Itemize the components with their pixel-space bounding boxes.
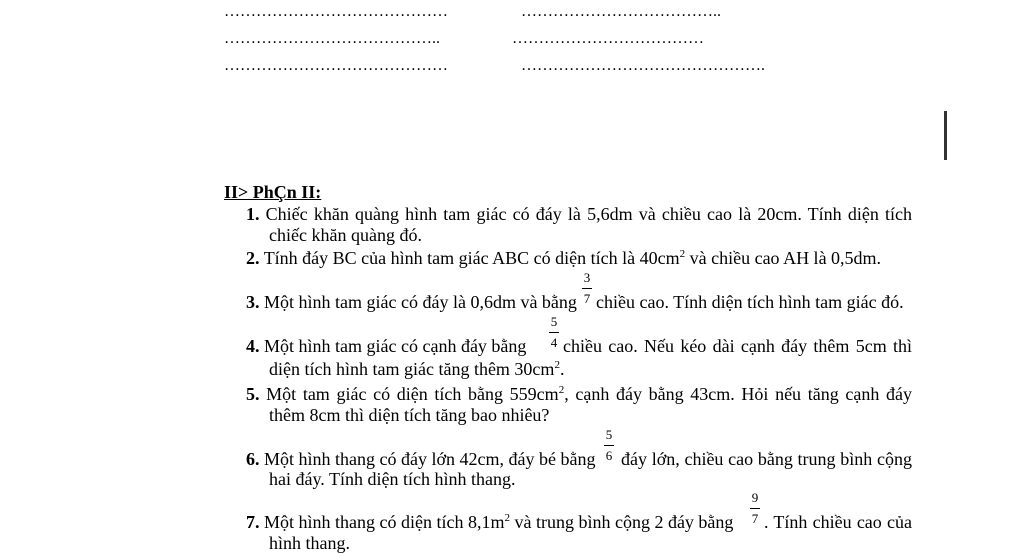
problem-text: Một hình thang có đáy lớn 42cm, đáy bé bằng (264, 449, 596, 469)
problem-text: , cạnh đáy bằng 43cm. Hỏi nếu tăng cạnh đáy (564, 384, 912, 404)
fraction-denominator: 7 (751, 511, 759, 526)
problem-4-line2 (269, 358, 564, 380)
fraction-numerator: 5 (605, 427, 613, 442)
fraction (547, 315, 561, 350)
problem-number: 6. (246, 449, 260, 469)
superscript: 2 (554, 359, 560, 371)
problem-number: 2. (246, 248, 260, 268)
problem-1-line1 (246, 203, 912, 225)
problem-6-line1-cont: đáy lớn, chiều cao bằng trung bình cộng (621, 449, 912, 469)
problem-text: diện tích hình tam giác tăng thêm 30cm (269, 359, 555, 379)
blank-line: ………………………………………. (521, 57, 765, 74)
blank-line: …………………………………… (224, 3, 448, 20)
fraction-bar (750, 508, 760, 509)
fraction-bar (582, 288, 592, 289)
problem-text: Tính đáy BC của hình tam giác ABC có diện tích là 40cm (263, 248, 680, 268)
superscript: 2 (504, 512, 510, 524)
problem-text: . (559, 359, 565, 379)
problem-4-line1-cont: chiều cao. Nếu kéo dài cạnh đáy thêm 5cm thì (563, 336, 912, 356)
problem-text: Một hình tam giác có cạnh đáy bằng (264, 336, 527, 356)
problem-text: Một hình tam giác có đáy là 0,6dm và bằng (264, 292, 577, 312)
problem-7-line1-cont: . Tính chiều cao của (764, 512, 912, 532)
fraction-denominator: 6 (605, 448, 613, 463)
fraction-denominator: 7 (583, 291, 591, 306)
problem-2-line1 (246, 247, 881, 269)
superscript: 2 (558, 384, 565, 396)
problem-6-line2: hai đáy. Tính diện tích hình thang. (269, 469, 516, 489)
problem-6-line1 (246, 448, 598, 470)
problem-4-line1 (246, 335, 542, 357)
fraction-numerator: 9 (751, 490, 759, 505)
problem-3-line1 (246, 291, 577, 313)
problem-text: Chiếc khăn quàng hình tam giác có đáy là 5,6dm và chiều cao là 20cm. Tính diện tích (265, 204, 912, 224)
fraction-numerator: 5 (550, 314, 558, 329)
problem-text: và chiều cao AH là 0,5dm. (685, 248, 882, 268)
problem-text: và trung bình cộng 2 đáy bằng (509, 512, 734, 532)
blank-line: ……………………………… (512, 30, 704, 47)
fraction-bar (604, 445, 614, 446)
blank-line: ……………………………….. (521, 3, 721, 20)
problem-1-line2: chiếc khăn quàng đó. (269, 225, 422, 245)
text-cursor (944, 111, 947, 160)
blank-line: …………………………………… (224, 57, 448, 74)
problem-5-line1 (246, 383, 912, 405)
fraction-bar (549, 332, 559, 333)
blank-line: ………………………………….. (224, 30, 440, 47)
problem-text: Một tam giác có diện tích bằng 559cm (266, 384, 559, 404)
problem-number: 3. (246, 292, 260, 312)
fraction (580, 271, 594, 306)
problem-text: Một hình thang có diện tích 8,1m (264, 512, 505, 532)
problem-7-line2: hình thang. (269, 533, 350, 553)
section-title: II> PhÇn II: (224, 182, 322, 202)
problem-number: 7. (246, 512, 260, 532)
problem-5-line2: thêm 8cm thì diện tích tăng bao nhiêu? (269, 405, 550, 425)
problem-3-line1-cont: chiều cao. Tính diện tích hình tam giác đó. (596, 292, 904, 312)
fraction-denominator: 4 (550, 335, 558, 350)
problem-number: 1. (246, 204, 260, 224)
problem-7-line1 (246, 511, 746, 533)
fraction (602, 428, 616, 463)
problem-number: 5. (246, 384, 260, 404)
superscript: 2 (679, 248, 686, 260)
fraction (748, 491, 762, 526)
problem-number: 4. (246, 336, 260, 356)
fraction-numerator: 3 (583, 270, 591, 285)
